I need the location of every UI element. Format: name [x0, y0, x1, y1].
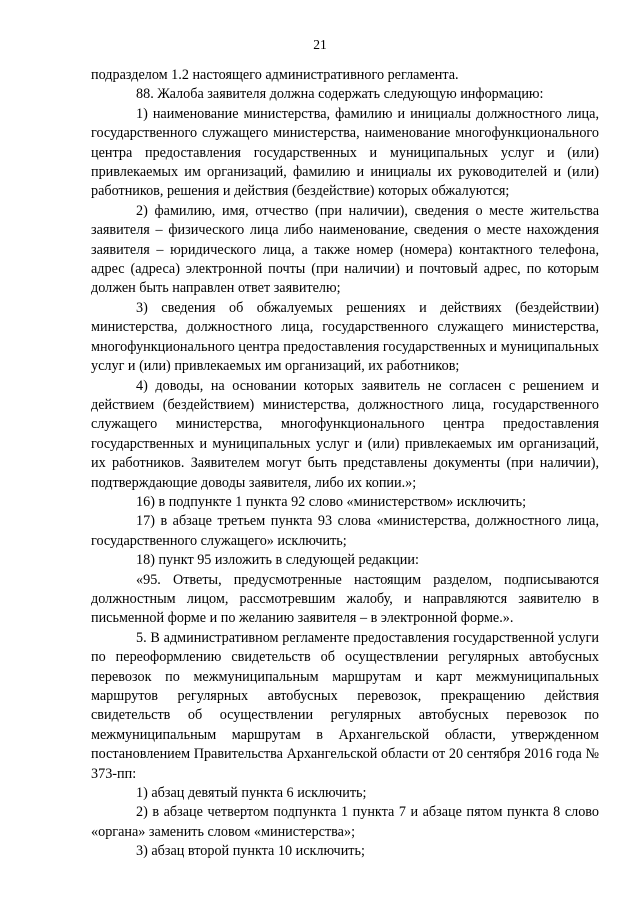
- paragraph-section-5-subitem-2: 2) в абзаце четвертом подпункта 1 пункта 7 и абзаце пятом пункта 8 слово «органа» заменить словом «министерства»;: [91, 804, 599, 840]
- paragraph-section-5: 5. В административном регламенте предоставления государственной услуги по переоформлению свидетельств об осуществлении регулярных автобусных перевозок по межмуниципальным маршрутам и карт межмуниципальных маршрутов регулярных автобусных перевозок, прекращению действия свидетельств об осуществлении регулярных автобусных перевозок по межмуниципальным маршрутам в Архангельской области, утвержденном постановлением Правительства Архангельской области от 20 сентября 2016 года № 373-пп:: [91, 629, 599, 782]
- paragraph-amendment-16: 16) в подпункте 1 пункта 92 слово «министерством» исключить;: [136, 493, 527, 510]
- paragraph-amendment-18: 18) пункт 95 изложить в следующей редакции:: [136, 552, 419, 569]
- paragraph-amendment-17: 17) в абзаце третьем пункта 93 слова «министерства, должностного лица, государственного служащего» исключить;: [91, 513, 599, 549]
- document-body: [91, 66, 599, 862]
- paragraph-subitem-2: 2) фамилию, имя, отчество (при наличии), сведения о месте жительства заявителя – физического лица либо наименование, сведения о месте нахождения заявителя – юридического лица, а также номер (номера) контактного телефона, адрес (адреса) электронной почты (при наличии) и почтовый адрес, по которым должен быть направлен ответ заявителю;: [91, 202, 599, 297]
- paragraph-section-5-subitem-3: 3) абзац второй пункта 10 исключить;: [136, 843, 365, 860]
- paragraph-item-95: «95. Ответы, предусмотренные настоящим разделом, подписываются должностным лицом, рассмотревшим жалобу, и направляются заявителю в письменной форме и по желанию заявителя – в электронной форме.».: [91, 571, 599, 627]
- paragraph-item-88: 88. Жалоба заявителя должна содержать следующую информацию:: [136, 86, 544, 103]
- paragraph-continuation: подразделом 1.2 настоящего административного регламента.: [91, 67, 459, 83]
- paragraph-section-5-subitem-1: 1) абзац девятый пункта 6 исключить;: [136, 785, 367, 802]
- paragraph-subitem-4: 4) доводы, на основании которых заявитель не согласен с решением и действием (бездействием) министерства, должностного лица, государственного служащего министерства, многофункционального центра предоставления государственных и муниципальных услуг и (или) привлекаемых им организаций, их работников. Заявителем могут быть представлены документы (при наличии), подтверждающие доводы заявителя, либо их копии.»;: [91, 377, 599, 491]
- paragraph-subitem-3: 3) сведения об обжалуемых решениях и действиях (бездействии) министерства, должностного лица, государственного служащего министерства, многофункционального центра предоставления государственных и муниципальных услуг и (или) привлекаемых им организаций, их работников;: [91, 299, 599, 375]
- page-number: 21: [313, 37, 327, 52]
- paragraph-subitem-1: 1) наименование министерства, фамилию и инициалы должностного лица, государственного служащего министерства, наименование многофункционального центра предоставления государственных и муниципальных услуг и (или) привлекаемых им организаций, фамилию и инициалы их руководителей и (или) работников, решения и действия (бездействие) которых обжалуются;: [91, 105, 599, 200]
